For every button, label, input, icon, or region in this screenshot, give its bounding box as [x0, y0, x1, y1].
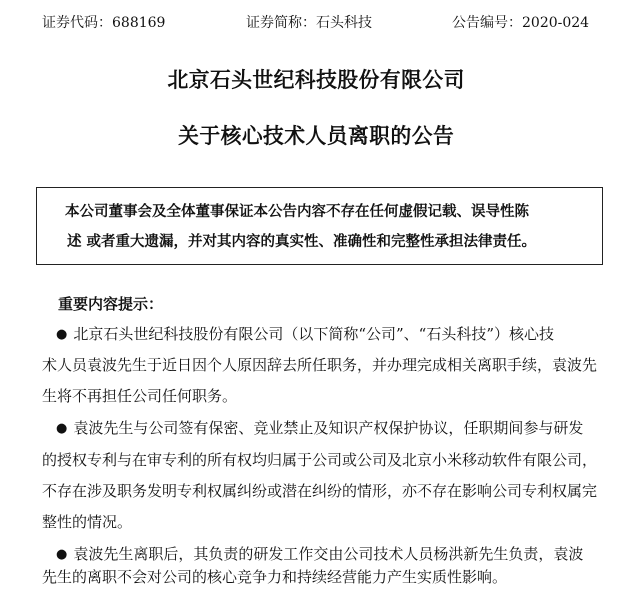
bullet-icon: ● — [56, 547, 68, 562]
paragraph-line: 先生的离职不会对公司的核心竞争力和持续经营能力产生实质性影响。 — [42, 568, 508, 586]
paragraph-line: 不存在涉及职务发明专利权属纠纷或潜在纠纷的情形，亦不存在影响公司专利权属完 — [42, 482, 598, 500]
board-notice-box — [36, 187, 603, 265]
paragraph-text: 北京石头世纪科技股份有限公司（以下简称“公司”、“石头科技”）核心技 — [73, 325, 555, 343]
announcement-number: 公告编号：2020-024 — [452, 15, 590, 31]
paragraph-line — [56, 544, 583, 565]
paragraph-line: 整性的情况。 — [42, 513, 133, 531]
section-title: 重要内容提示： — [58, 295, 164, 313]
security-name: 证券简称：石头科技 — [246, 15, 372, 31]
bullet-icon: ● — [56, 421, 68, 436]
paragraph-text: 袁波先生与公司签有保密、竞业禁止及知识产权保护协议，任职期间参与研发 — [73, 419, 584, 437]
notice-line: 本公司董事会及全体董事保证本公告内容不存在任何虚假记载、误导性陈 — [65, 204, 529, 220]
paragraph-line: 生将不再担任公司任何职务。 — [42, 387, 238, 405]
bullet-icon: ● — [56, 327, 68, 342]
document-header — [0, 12, 640, 32]
announcement-title: 关于核心技术人员离职的公告 — [178, 124, 455, 148]
notice-line: 述 或者重大遗漏，并对其内容的真实性、准确性和完整性承担法律责任。 — [67, 234, 537, 250]
paragraph-line — [56, 418, 583, 439]
company-title: 北京石头世纪科技股份有限公司 — [167, 68, 465, 92]
paragraph-line: 术人员袁波先生于近日因个人原因辞去所任职务，并办理完成相关离职手续，袁波先 — [42, 356, 598, 374]
paragraph-text: 袁波先生离职后，其负责的研发工作交由公司技术人员杨洪新先生负责，袁波 — [73, 545, 584, 563]
paragraph-line — [56, 324, 554, 345]
paragraph-line: 的授权专利与在审专利的所有权均归属于公司或公司及北京小米移动软件有限公司， — [42, 451, 598, 469]
security-code: 证券代码：688169 — [42, 15, 166, 31]
